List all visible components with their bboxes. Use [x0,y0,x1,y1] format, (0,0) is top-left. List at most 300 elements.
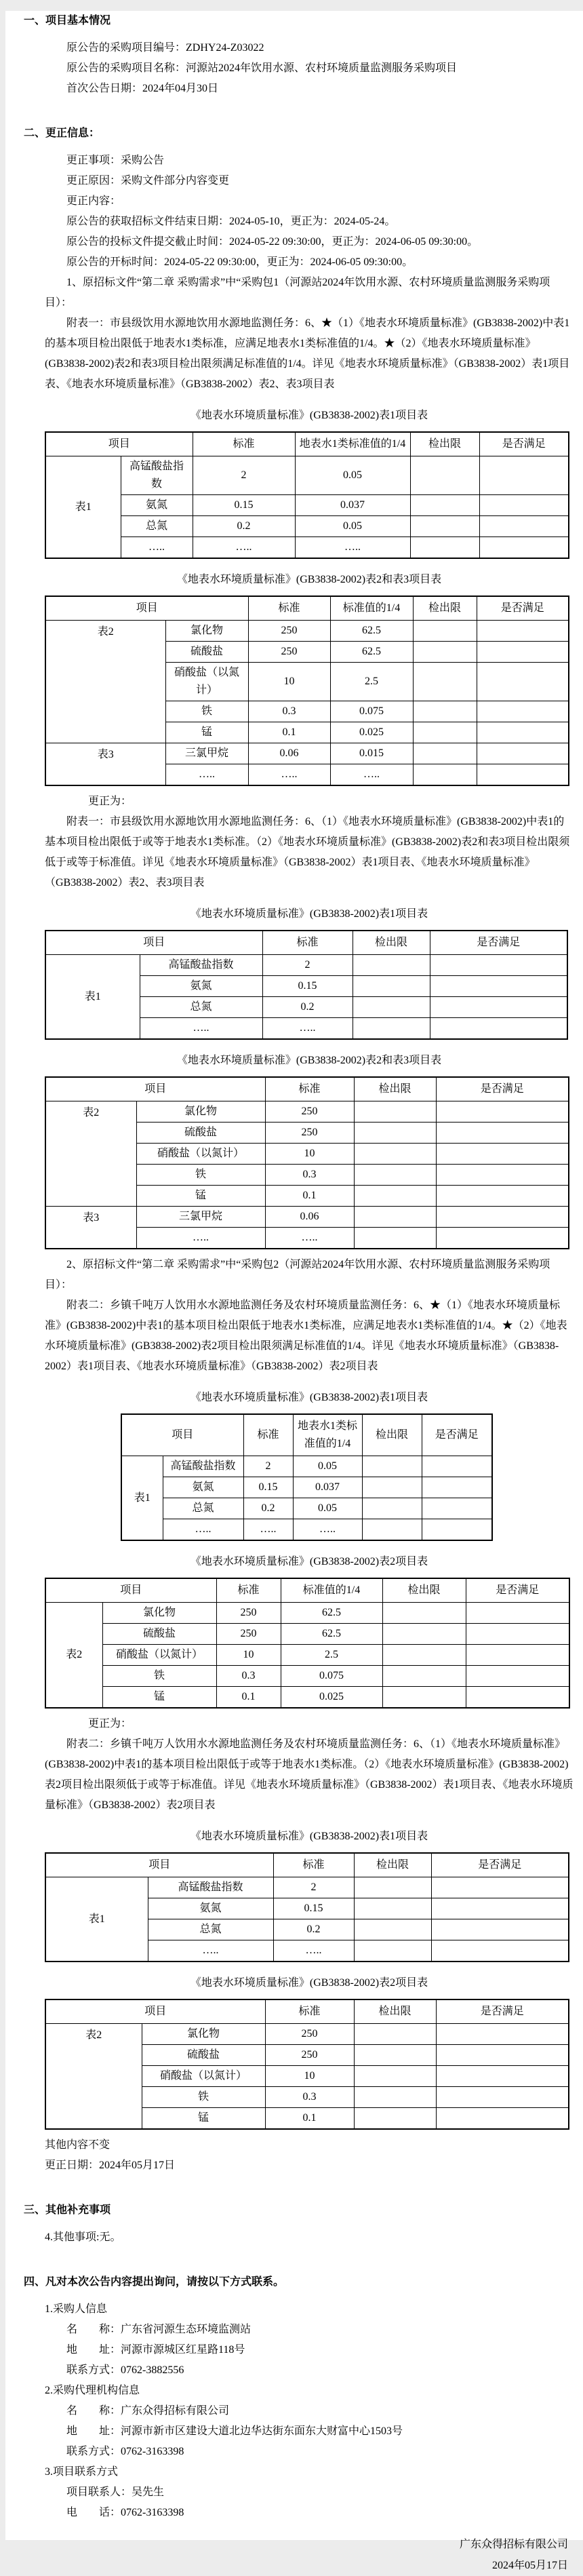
table-row [45,516,569,537]
buyer-tel-line: 联系方式：0762-3882556 [66,2364,184,2376]
value-cell [354,1919,431,1940]
table-mount-0 [5,406,583,559]
table-row [45,456,569,495]
pkg1-original-table2-3-header-3: 检出限 [413,596,477,621]
item-name-cell: 硝酸盐（以氮计） [165,663,248,701]
table-row [121,1456,492,1477]
item-name-cell: 锰 [142,2108,265,2130]
pkg1-original-table2-3 [45,596,569,786]
value-cell [353,976,430,997]
section2-heading: 二、更正信息： [24,128,100,139]
pkg1-original-table2-3-header-1: 标准 [248,596,330,621]
value-cell [422,1456,492,1477]
value-cell [362,1456,422,1477]
value-cell [431,1877,569,1898]
item-name-cell: 硝酸盐（以氮计） [102,1645,216,1666]
value-cell: 0.05 [293,1456,362,1477]
value-cell [413,621,477,642]
project-contact-line: 项目联系人：吴先生 [66,2486,165,2498]
value-cell: 0.075 [330,701,413,722]
value-cell: ….. [273,1940,354,1962]
pkg2-original-table1 [121,1413,493,1541]
pkg1-corrected-table2-3-header-1: 标准 [265,1077,354,1101]
table-row [45,621,569,642]
value-cell: 0.1 [265,1186,354,1207]
table-row [45,537,569,559]
item-name-cell: 高锰酸盐指数 [121,456,193,495]
item-name-cell: 氨氮 [163,1477,243,1498]
pkg2-original-table1-header-2: 地表水1类标准值的1/4 [293,1414,362,1456]
item-name-cell: ….. [121,537,193,559]
pkg2-corrected-table1-header-3: 是否满足 [431,1853,569,1877]
item-name-cell: 高锰酸盐指数 [140,955,262,976]
pkg2-corrected-table2-header-2: 检出限 [354,1999,436,2024]
value-cell: 62.5 [281,1624,382,1645]
value-cell: 0.05 [295,456,410,495]
item-name-cell: ….. [163,1519,243,1541]
value-cell [410,516,479,537]
package1-annex-original: 附表一：市县级饮用水源地饮用水源地监测任务：6、★（1）《地表水环境质量标准》(GB3838-2002)中表1的基本项目检出限低于地表水1类标准，应满足地表水1类标准值的1/4。★（2）《地表水环境质量标准》(GB3838-2002)表2和表3项目检出限须满足标准值的1/4。详见《地表水环境质量标准》（GB3838-2002）表1项目表、《地表水环境质量标准》（GB3838-2002）表2、表3项目表 [45,317,570,390]
value-cell [354,1228,436,1249]
value-cell [354,2066,436,2087]
value-cell [466,1603,569,1624]
table-row [121,1498,492,1519]
table-row [45,1687,569,1709]
table-row [45,1207,569,1228]
table-mount-4 [5,1388,583,1541]
pkg1-original-table2-3-header-0: 项目 [45,596,248,621]
pkg2-original-table1-header-3: 检出限 [362,1414,422,1456]
value-cell [410,537,479,559]
value-cell [354,1877,431,1898]
signature-date: 2024年05月17日 [491,2560,568,2571]
pkg2-corrected-table1-header-row [45,1853,569,1877]
value-cell [353,955,430,976]
pkg2-corrected-table1-group-label: 表1 [45,1877,148,1962]
value-cell: 10 [248,663,330,701]
item-name-cell: 高锰酸盐指数 [163,1456,243,1477]
value-cell [413,701,477,722]
pkg2-original-table2-title: 《地表水环境质量标准》(GB3838-2002)表2项目表 [190,1556,428,1567]
value-cell: ….. [243,1519,293,1541]
value-cell [436,2108,569,2130]
value-cell [479,537,569,559]
value-cell: 250 [265,2024,354,2045]
value-cell: 10 [216,1645,281,1666]
table-mount-5 [5,1552,583,1709]
signature-block [5,2534,568,2576]
value-cell: 0.15 [193,495,295,516]
value-cell [436,1144,569,1165]
value-cell [354,2045,436,2066]
pkg2-original-table1-title: 《地表水环境质量标准》(GB3838-2002)表1项目表 [190,1392,428,1403]
table-row [45,2024,569,2045]
value-cell: ….. [330,764,413,786]
value-cell [466,1687,569,1709]
value-cell: 250 [248,621,330,642]
buyer-name-line: 名 称：广东省河源生态环境监测站 [66,2324,252,2335]
value-cell [436,1101,569,1123]
value-cell: 62.5 [281,1603,382,1624]
value-cell: 62.5 [330,642,413,663]
value-cell: 10 [265,2066,354,2087]
table-mount-3 [5,1051,583,1249]
table-row [45,1101,569,1123]
value-cell: 0.025 [281,1687,382,1709]
pkg2-original-table2-header-3: 检出限 [382,1578,466,1603]
pkg2-corrected-table1-title: 《地表水环境质量标准》(GB3838-2002)表1项目表 [190,1831,428,1842]
value-cell [477,722,569,743]
other-matters-line: 4.其他事项:无。 [45,2231,121,2243]
value-cell [422,1519,492,1541]
table-row [45,1645,569,1666]
pkg1-corrected-table1-title: 《地表水环境质量标准》(GB3838-2002)表1项目表 [190,908,428,920]
pkg1-corrected-table1-header-3: 是否满足 [430,931,567,955]
value-cell [362,1519,422,1541]
table-row [121,1477,492,1498]
pkg2-corrected-table1-header-1: 标准 [273,1853,354,1877]
pkg1-original-table2-3-group-label: 表2 [45,621,165,743]
item-name-cell: 锰 [165,722,248,743]
item-name-cell: 硝酸盐（以氮计） [136,1144,265,1165]
buyer-info-title: 1.采购人信息 [45,2303,108,2315]
value-cell: 250 [248,642,330,663]
doc-obtain-end-line: 原公告的获取招标文件结束日期：2024-05-10，更正为：2024-05-24。 [66,216,396,227]
table-mount-6 [5,1827,583,1962]
value-cell [436,1228,569,1249]
bid-open-time-line: 原公告的开标时间：2024-05-22 09:30:00，更正为：2024-06-05 09:30:00。 [66,256,414,268]
agent-tel-line: 联系方式：0762-3163398 [66,2446,184,2457]
item-name-cell: 锰 [136,1186,265,1207]
value-cell: 0.2 [193,516,295,537]
value-cell [477,764,569,786]
pkg1-corrected-table2-3-header-row [45,1077,569,1101]
pkg1-original-table1-group-label: 表1 [45,456,121,559]
value-cell [431,1940,569,1962]
table-row [45,1666,569,1687]
value-cell [354,1940,431,1962]
value-cell: 250 [216,1624,281,1645]
item-name-cell: ….. [140,1018,262,1040]
pkg2-original-table1-header-1: 标准 [243,1414,293,1456]
table-mount-7 [5,1973,583,2130]
value-cell [362,1477,422,1498]
pkg2-corrected-table2-header-3: 是否满足 [436,1999,569,2024]
value-cell [430,955,567,976]
value-cell: 0.2 [262,997,353,1018]
value-cell [422,1498,492,1519]
value-cell [422,1477,492,1498]
item-name-cell: 铁 [142,2087,265,2108]
agent-address-line: 地 址：河源市新市区建设大道北边华达街东面东大财富中心1503号 [66,2425,403,2437]
value-cell [382,1624,466,1645]
value-cell [354,1165,436,1186]
table-row [45,1877,569,1898]
value-cell [354,1101,436,1123]
value-cell [353,1018,430,1040]
value-cell [436,2045,569,2066]
pkg2-original-table2-group-label: 表2 [45,1603,102,1709]
value-cell: 0.3 [216,1666,281,1687]
package2-correct-label: 更正为： [88,1718,132,1730]
pkg1-original-table1-title: 《地表水环境质量标准》(GB3838-2002)表1项目表 [190,410,428,421]
pkg1-corrected-table1-header-0: 项目 [45,931,262,955]
value-cell: ….. [193,537,295,559]
pkg2-original-table2-header-0: 项目 [45,1578,216,1603]
value-cell [354,1207,436,1228]
item-name-cell: 氯化物 [165,621,248,642]
pkg1-corrected-table2-3-group-label: 表3 [45,1207,136,1249]
value-cell [382,1645,466,1666]
pkg2-original-table2-header-4: 是否满足 [466,1578,569,1603]
other-unchanged-line: 其他内容不变 [45,2139,110,2151]
value-cell: 0.15 [273,1898,354,1919]
pkg2-corrected-table2-header-0: 项目 [45,1999,265,2024]
value-cell: 0.05 [295,516,410,537]
value-cell [354,2024,436,2045]
section3-heading: 三、其他补充事项 [24,2204,111,2216]
value-cell [479,516,569,537]
item-name-cell: ….. [136,1228,265,1249]
pkg2-corrected-table1-header-2: 检出限 [354,1853,431,1877]
item-name-cell: 硫酸盐 [102,1624,216,1645]
value-cell [413,722,477,743]
pkg1-corrected-table1-header-row [45,931,567,955]
pkg1-original-table1-header-3: 检出限 [410,432,479,456]
value-cell: 0.15 [262,976,353,997]
value-cell: 250 [265,1101,354,1123]
package1-paragraph: 1、原招标文件“第二章 采购需求”中“采购包1（河源站2024年饮用水源、农村环境质量监测服务采购项目）： [45,277,550,309]
pkg1-corrected-table2-3 [45,1076,569,1249]
pkg1-corrected-table2-3-header-2: 检出限 [354,1077,436,1101]
value-cell: 250 [216,1603,281,1624]
pkg1-corrected-table2-3-group-label: 表2 [45,1101,136,1207]
item-name-cell: 氨氮 [140,976,262,997]
correction-reason-line: 更正原因：采购文件部分内容变更 [66,175,230,187]
item-name-cell: 氯化物 [136,1101,265,1123]
pkg2-corrected-table2-header-row [45,1999,569,2024]
pkg1-original-table1-header-1: 标准 [193,432,295,456]
pkg2-corrected-table1 [45,1852,569,1962]
pkg2-original-table1-group-label: 表1 [121,1456,163,1541]
value-cell: 0.2 [243,1498,293,1519]
item-name-cell: 硫酸盐 [142,2045,265,2066]
value-cell [477,663,569,701]
item-name-cell: 硫酸盐 [136,1123,265,1144]
value-cell: 0.037 [293,1477,362,1498]
value-cell: 2 [193,456,295,495]
value-cell: 0.3 [265,2087,354,2108]
pkg2-original-table2-header-row [45,1578,569,1603]
package2-annex-original: 附表二：乡镇千吨万人饮用水水源地监测任务及农村环境质量监测任务：6、★（1）《地表水环境质量标准》(GB3838-2002)中表1的基本项目检出限低于地表水1类标准，应满足地表水1类标准值的1/4。★（2）《地表水环境质量标准》(GB3838-2002)表2项目检出限须满足标准值的1/4。详见《地表水环境质量标准》（GB3838-2002）表1项目表、《地表水环境质量标准》（GB3838-2002）表2项目表 [45,1300,567,1372]
correction-item-line: 更正事项：采购公告 [66,155,165,166]
value-cell: 0.1 [216,1687,281,1709]
bid-deadline-line: 原公告的投标文件提交截止时间：2024-05-22 09:30:00，更正为：2024-06-05 09:30:00。 [66,236,479,248]
table-row [45,1624,569,1645]
value-cell: 62.5 [330,621,413,642]
signature-company: 广东众得招标有限公司 [459,2539,568,2550]
value-cell [413,743,477,764]
pkg1-corrected-table2-3-title: 《地表水环境质量标准》(GB3838-2002)表2和表3项目表 [176,1055,442,1066]
value-cell [479,456,569,495]
value-cell [466,1666,569,1687]
project-tel-line: 电 话：0762-3163398 [66,2507,184,2518]
value-cell: 0.3 [265,1165,354,1186]
table-row [45,495,569,516]
item-name-cell: ….. [165,764,248,786]
value-cell [436,2087,569,2108]
value-cell: 250 [265,1123,354,1144]
value-cell [354,1144,436,1165]
value-cell: 250 [265,2045,354,2066]
pkg2-corrected-table1-header-0: 项目 [45,1853,273,1877]
value-cell [466,1624,569,1645]
value-cell: 0.037 [295,495,410,516]
package2-paragraph: 2、原招标文件“第二章 采购需求”中“采购包2（河源站2024年饮用水源、农村环境质量监测服务采购项目）： [45,1259,550,1291]
item-name-cell: 铁 [136,1165,265,1186]
value-cell: 0.15 [243,1477,293,1498]
project-name-line: 原公告的采购项目名称：河源站2024年饮用水源、农村环境质量监测服务采购项目 [66,62,458,74]
value-cell [436,1123,569,1144]
value-cell [354,1186,436,1207]
value-cell [413,642,477,663]
value-cell: 0.06 [265,1207,354,1228]
value-cell: 0.06 [248,743,330,764]
value-cell: 0.075 [281,1666,382,1687]
agent-name-line: 名 称：广东众得招标有限公司 [66,2405,230,2417]
value-cell [410,456,479,495]
value-cell [362,1498,422,1519]
pkg1-original-table2-3-title: 《地表水环境质量标准》(GB3838-2002)表2和表3项目表 [176,574,442,585]
item-name-cell: 氨氮 [148,1898,273,1919]
table-mount-1 [5,570,583,786]
value-cell: ….. [248,764,330,786]
value-cell: 2.5 [281,1645,382,1666]
pkg1-corrected-table1-header-2: 检出限 [353,931,430,955]
value-cell: 2.5 [330,663,413,701]
value-cell [430,976,567,997]
item-name-cell: 铁 [165,701,248,722]
value-cell [436,1207,569,1228]
pkg2-original-table1-header-0: 项目 [121,1414,243,1456]
value-cell [413,764,477,786]
value-cell: ….. [295,537,410,559]
value-cell [477,743,569,764]
value-cell: 0.1 [265,2108,354,2130]
page-edge-strip [0,11,5,2540]
item-name-cell: 三氯甲烷 [136,1207,265,1228]
value-cell [477,642,569,663]
package1-correct-label: 更正为： [88,796,132,807]
value-cell [354,2087,436,2108]
item-name-cell: 氯化物 [142,2024,265,2045]
pkg2-corrected-table2-group-label: 表2 [45,2024,142,2130]
item-name-cell: ….. [148,1940,273,1962]
value-cell [430,997,567,1018]
value-cell: 2 [262,955,353,976]
project-contact-title: 3.项目联系方式 [45,2466,119,2478]
value-cell [477,701,569,722]
item-name-cell: 总氮 [148,1919,273,1940]
value-cell [382,1687,466,1709]
section1-heading: 一、项目基本情况 [24,15,111,26]
item-name-cell: 氨氮 [121,495,193,516]
pkg1-corrected-table2-3-header-3: 是否满足 [436,1077,569,1101]
section4-heading: 四、凡对本次公告内容提出询问，请按以下方式联系。 [24,2276,285,2288]
value-cell: 0.1 [248,722,330,743]
value-cell [436,1165,569,1186]
item-name-cell: 总氮 [163,1498,243,1519]
pkg2-original-table1-header-row [121,1414,492,1456]
pkg2-original-table2 [45,1578,570,1709]
value-cell: ….. [262,1018,353,1040]
package1-annex-corrected: 附表一：市县级饮用水源地饮用水源地监测任务：6、（1）《地表水环境质量标准》(GB3838-2002)中表1的基本项目检出限低于或等于地表水1类标准。（2）《地表水环境质量标准》(GB3838-2002)表2和表3项目检出限须低于或等于标准值。详见《地表水环境质量标准》（GB3838-2002）表1项目表、《地表水环境质量标准》（GB3838-2002）表2、表3项目表 [45,816,570,889]
item-name-cell: 硝酸盐（以氮计） [142,2066,265,2087]
value-cell [477,621,569,642]
pkg1-original-table2-3-header-4: 是否满足 [477,596,569,621]
value-cell: 0.015 [330,743,413,764]
correction-content-label: 更正内容： [66,195,121,207]
pkg2-original-table1-header-4: 是否满足 [422,1414,492,1456]
pkg1-corrected-table1-group-label: 表1 [45,955,140,1040]
pkg1-corrected-table1-header-1: 标准 [262,931,353,955]
pkg1-corrected-table2-3-header-0: 项目 [45,1077,265,1101]
pkg1-original-table2-3-header-2: 标准值的1/4 [330,596,413,621]
value-cell [382,1603,466,1624]
table-row [45,743,569,764]
agent-info-title: 2.采购代理机构信息 [45,2385,140,2396]
table-row [45,1603,569,1624]
table-mount-2 [5,904,583,1040]
package2-annex-corrected: 附表二：乡镇千吨万人饮用水水源地监测任务及农村环境质量监测任务：6、（1）《地表水环境质量标准》(GB3838-2002)中表1的基本项目检出限低于或等于地表水1类标准。（2）《地表水环境质量标准》(GB3838-2002)表2项目检出限须低于或等于标准值。详见《地表水环境质量标准》（GB3838-2002）表1项目表、《地表水环境质量标准》（GB3838-2002）表2项目表 [45,1738,574,1811]
value-cell [436,2024,569,2045]
value-cell [466,1645,569,1666]
value-cell [431,1898,569,1919]
pkg2-corrected-table2 [45,1999,569,2130]
value-cell [354,1898,431,1919]
value-cell [431,1919,569,1940]
value-cell: ….. [293,1519,362,1541]
value-cell [479,495,569,516]
item-name-cell: 氯化物 [102,1603,216,1624]
first-announce-date-line: 首次公告日期：2024年04月30日 [66,83,219,94]
value-cell: 2 [243,1456,293,1477]
project-number-line: 原公告的采购项目编号：ZDHY24-Z03022 [66,42,264,54]
item-name-cell: 三氯甲烷 [165,743,248,764]
value-cell [436,1186,569,1207]
pkg1-original-table1 [45,431,569,559]
pkg2-corrected-table2-title: 《地表水环境质量标准》(GB3838-2002)表2项目表 [190,1977,428,1989]
value-cell: 0.05 [293,1498,362,1519]
value-cell: 0.2 [273,1919,354,1940]
pkg1-original-table1-header-row [45,432,569,456]
pkg1-original-table1-header-0: 项目 [45,432,193,456]
item-name-cell: 总氮 [140,997,262,1018]
buyer-address-line: 地 址：河源市源城区红星路118号 [66,2344,245,2356]
item-name-cell: 锰 [102,1687,216,1709]
pkg1-original-table2-3-header-row [45,596,569,621]
value-cell [436,2066,569,2087]
pkg1-original-table1-header-4: 是否满足 [479,432,569,456]
value-cell: 10 [265,1144,354,1165]
value-cell: 0.3 [248,701,330,722]
pkg2-original-table2-header-2: 标准值的1/4 [281,1578,382,1603]
pkg1-corrected-table1 [45,930,568,1040]
value-cell [353,997,430,1018]
pkg2-original-table2-header-1: 标准 [216,1578,281,1603]
value-cell [410,495,479,516]
procurement-correction-announcement [5,11,583,2571]
